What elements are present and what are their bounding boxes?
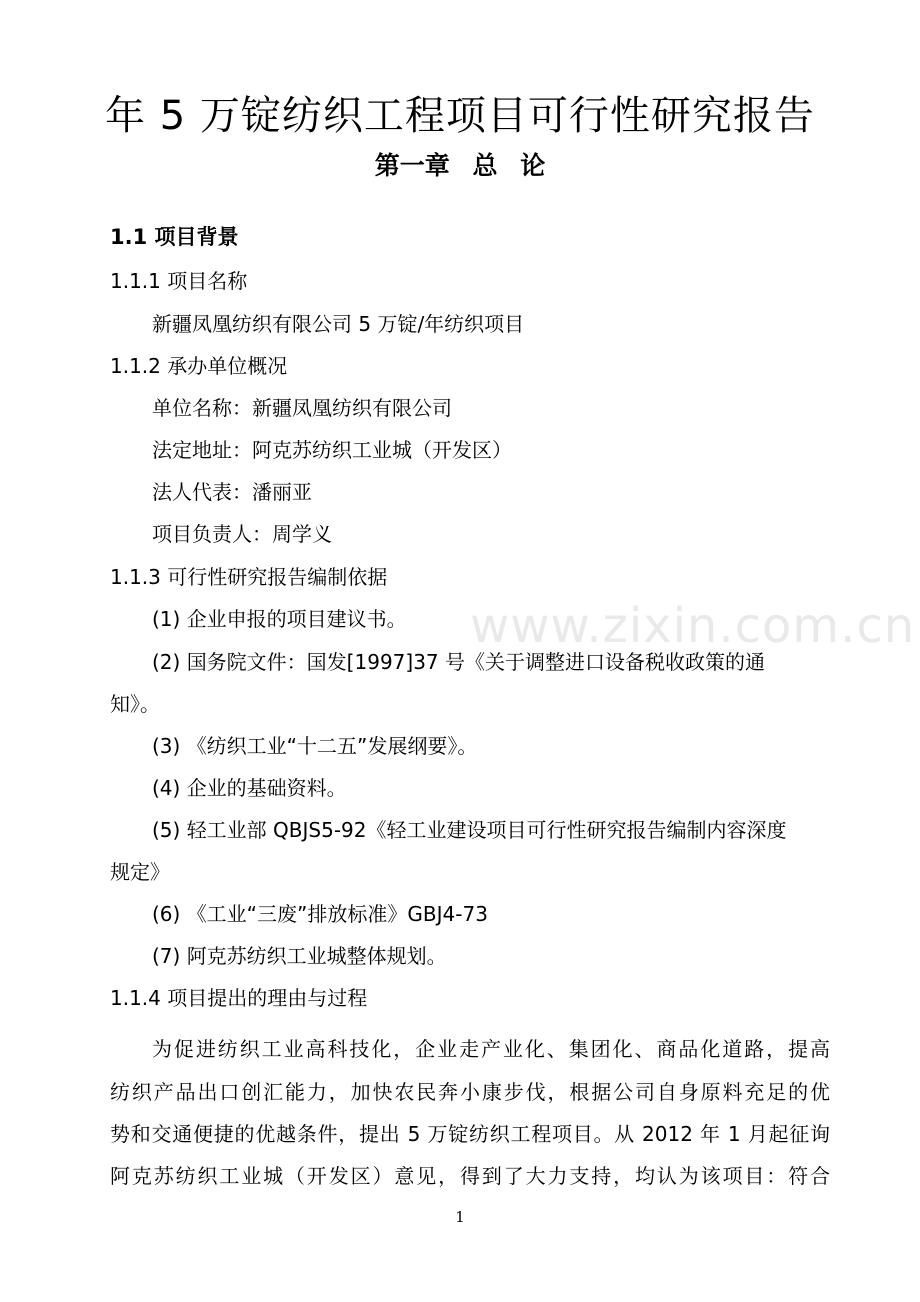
subsection-heading-1-1-3: 1.1.3 可行性研究报告编制依据 bbox=[110, 565, 388, 589]
basis-item: (4) 企业的基础资料。 bbox=[152, 776, 347, 800]
document-title: 年 5 万锭纺织工程项目可行性研究报告 bbox=[105, 93, 815, 139]
subsection-heading-1-1-4: 1.1.4 项目提出的理由与过程 bbox=[110, 986, 368, 1010]
basis-item: (7) 阿克苏纺织工业城整体规划。 bbox=[152, 944, 447, 968]
paragraph-line: 阿克苏纺织工业城（开发区）意见，得到了大力支持，均认为该项目：符合 bbox=[110, 1164, 830, 1188]
project-name-text: 新疆凤凰纺织有限公司 5 万锭/年纺织项目 bbox=[152, 312, 525, 336]
basis-item: (2) 国务院文件：国发[1997]37 号《关于调整进口设备税收政策的通 bbox=[152, 650, 765, 674]
basis-item: (5) 轻工业部 QBJS5-92《轻工业建设项目可行性研究报告编制内容深度 bbox=[152, 818, 787, 842]
watermark-text: www.zixin.com.cn bbox=[470, 598, 916, 654]
legal-address-text: 法定地址：阿克苏纺织工业城（开发区） bbox=[152, 438, 512, 462]
chapter-heading: 第一章 总 论 bbox=[374, 151, 546, 180]
basis-item: (6) 《工业“三废”排放标准》GBJ4-73 bbox=[152, 902, 488, 926]
basis-item: (1) 企业申报的项目建议书。 bbox=[152, 607, 407, 631]
basis-item-continuation: 知》。 bbox=[110, 692, 160, 716]
page-number: 1 bbox=[455, 1208, 465, 1226]
project-lead-text: 项目负责人：周学义 bbox=[152, 522, 332, 546]
unit-name-text: 单位名称：新疆凤凰纺织有限公司 bbox=[152, 396, 452, 420]
subsection-heading-1-1-1: 1.1.1 项目名称 bbox=[110, 269, 248, 293]
paragraph-line: 势和交通便捷的优越条件，提出 5 万锭纺织工程项目。从 2012 年 1 月起征询 bbox=[110, 1122, 830, 1146]
section-heading-1-1: 1.1 项目背景 bbox=[110, 225, 239, 249]
basis-item-continuation: 规定》 bbox=[110, 860, 170, 884]
paragraph-line: 为促进纺织工业高科技化，企业走产业化、集团化、商品化道路，提高 bbox=[152, 1037, 830, 1061]
paragraph-line: 纺织产品出口创汇能力，加快农民奔小康步伐，根据公司自身原料充足的优 bbox=[110, 1080, 830, 1104]
legal-representative-text: 法人代表：潘丽亚 bbox=[152, 480, 312, 504]
subsection-heading-1-1-2: 1.1.2 承办单位概况 bbox=[110, 354, 288, 378]
basis-item: (3) 《纺织工业“十二五”发展纲要》。 bbox=[152, 734, 478, 758]
